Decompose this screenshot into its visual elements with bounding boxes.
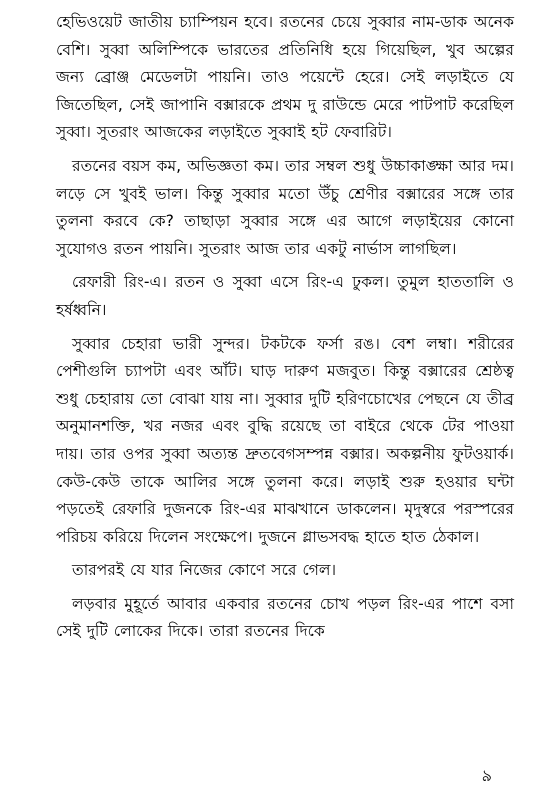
page-number: ৯ <box>481 766 492 785</box>
paragraph-6: লড়বার মুহূর্তে আবার একবার রতনের চোখ পড়ল রিং-এর পাশে বসা সেই দুটি লোকের দিকে। তারা রতনের দিকে <box>56 594 514 641</box>
paragraph-3: রেফারী রিং-এ। রতন ও সুব্বা এসে রিং-এ ঢুকল। তুমুল হাততালি ও হর্ষধ্বনি। <box>56 273 514 319</box>
paragraph-1: হেভিওয়েট জাতীয় চ্যাম্পিয়ন হবে। রতনের চেয়ে সুব্বার নাম-ডাক অনেক বেশি। সুব্বা অলিম্পিকে ভারতের প্রতিনিধি হয়ে গিয়েছিল, খুব অল্পের জন্য ব্রোঞ্জ মেডেলটা পায়নি। তাও পয়েন্টে হেরে। সেই লড়াইতে যে জিতেছিল, সেই জাপানি বক্সারকে প্রথম দু রাউন্ডে মেরে পাটপাট করেছিল সুব্বা। সুতরাং আজকের লড়াইতে সুব্বাই হট ফেবারিট। <box>56 13 514 142</box>
paragraph-4: সুব্বার চেহারা ভারী সুন্দর। টকটকে ফর্সা রঙ। বেশ লম্বা। শরীরের পেশীগুলি চ্যাপটা এবং আঁট। ঘাড় দারুণ মজবুত। কিন্তু বক্সারের শ্রেষ্ঠত্ব শুধু চেহারায় তো বোঝা যায় না। সুব্বার দুটি হরিণচোখের পেছনে যে তীব্র অনুমানশক্তি, খর নজর এবং বুদ্ধি রয়েছে তা বাইরে থেকে টের পাওয়া দায়। তার ওপর সুব্বা অত্যন্ত দ্রুতবেগসম্পন্ন বক্সার। অকল্পনীয় ফুটওয়ার্ক। কেউ-কেউ তাকে আলির সঙ্গে তুলনা করে। লড়াই শুরু হওয়ার ঘন্টা পড়তেই রেফারি দুজনকে রিং-এর মাঝখানে ডাকলেন। মৃদুস্বরে পরস্পরের পরিচয় করিয়ে দিলেন সংক্ষেপে। দুজনে গ্লাভসবদ্ধ হাতে হাত ঠেকাল। <box>56 334 514 546</box>
paragraph-5: তারপরই যে যার নিজের কোণে সরে গেল। <box>72 561 337 580</box>
paragraph-2: রতনের বয়স কম, অভিজ্ঞতা কম। তার সম্বল শুধু উচ্চাকাঙ্ক্ষা আর দম। লড়ে সে খুবই ভাল। কিন্তু সুব্বার মতো উঁচু শ্রেণীর বক্সারের সঙ্গে তার তুলনা করবে কে? তাছাড়া সুব্বার সঙ্গে এর আগে লড়াইয়ের কোনো সুযোগও রতন পায়নি। সুতরাং আজ তার একটু নার্ভাস লাগছিল। <box>56 156 514 258</box>
